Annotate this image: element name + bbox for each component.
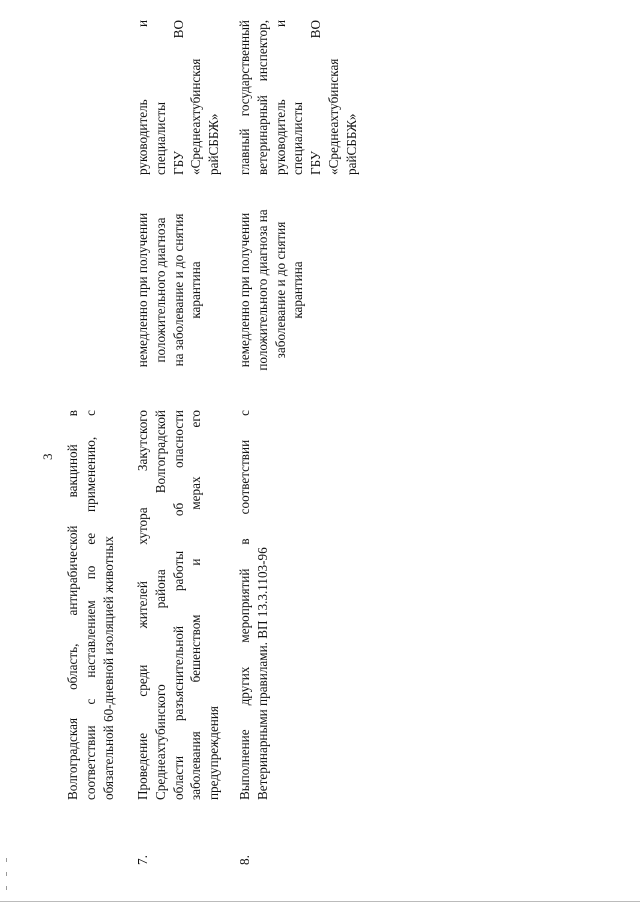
- text-line: руководитель и специалисты: [272, 20, 306, 175]
- text-line: ГБУ ВО «Среднеахтубинская: [170, 20, 204, 175]
- text-line: предупреждения: [206, 706, 222, 800]
- text-line: заболевание и до снятия: [272, 221, 288, 359]
- text-line: Выполнение других мероприятий в соответствии с: [237, 410, 252, 800]
- text-line: обязательной 60-дневной изоляцией животных: [100, 536, 116, 800]
- measure-cell: [134, 410, 223, 800]
- text-line: на заболевание и до снятия: [170, 213, 186, 367]
- text-line: главный государственный: [237, 20, 252, 175]
- text-line: положительного диагноза: [152, 217, 168, 363]
- text-line: ГБУ ВО «Среднеахтубинская: [308, 20, 341, 175]
- text-line: ветеринарный инспектор,: [254, 20, 270, 175]
- text-line: немедленно при получении: [135, 212, 150, 368]
- text-line: Проведение среди жителей хутора Закутского: [135, 410, 150, 800]
- text-line: райСББЖ»: [206, 113, 222, 175]
- rotated-table: [40, 20, 600, 865]
- text-line: соответствии с наставлением по ее применению, с: [82, 410, 98, 800]
- text-line: карантина: [188, 261, 204, 319]
- text-line: руководитель и специалисты: [135, 20, 168, 175]
- scan-edge-marks: [0, 0, 22, 905]
- scan-bottom-edge: [0, 901, 640, 902]
- continuation-text: [64, 410, 117, 800]
- text-line: Среднеахтубинского района Волгоградской: [152, 410, 168, 800]
- deadline-cell: [236, 205, 307, 375]
- responsible-cell: [134, 20, 223, 175]
- row-number: 8.: [237, 855, 252, 865]
- text-line: райСББЖ»: [343, 113, 359, 175]
- row-number: 7.: [135, 855, 150, 865]
- responsible-cell: [236, 20, 361, 175]
- text-line: заболевания бешенством и мерах его: [188, 410, 204, 800]
- deadline-cell: [134, 205, 205, 375]
- text-line: карантина: [290, 261, 306, 319]
- text-line: Волгоградская область, антирабической вакциной в: [65, 410, 80, 800]
- text-line: положительного диагноза на: [254, 209, 270, 371]
- measure-cell: [236, 410, 272, 800]
- text-line: Ветеринарными правилами. ВП 13.3.1103-96: [254, 547, 270, 800]
- text-line: немедленно при получении: [237, 212, 252, 368]
- text-line: области разъяснительной работы об опасности: [170, 410, 186, 800]
- page-number: 3: [40, 453, 55, 460]
